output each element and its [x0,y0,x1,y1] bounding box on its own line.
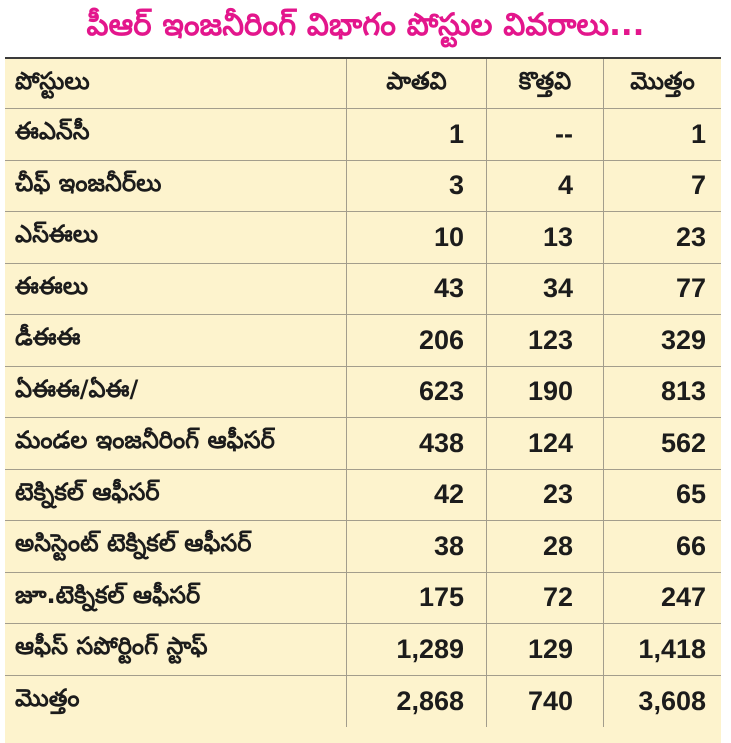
cell-old: 43 [346,264,486,315]
cell-old: 623 [346,367,486,418]
page-title: పీఆర్ ఇంజనీరింగ్ విభాగం పోస్టుల వివరాలు... [86,7,645,43]
posts-table [5,57,721,743]
cell-post-name: టెక్నికల్ ఆఫీసర్ [15,477,160,506]
cell-new: 28 [486,521,603,572]
cell-new: 129 [486,624,603,675]
table-row [5,264,721,316]
header-cell-old: పాతవి [346,59,486,108]
table-row [5,109,721,161]
cell-new: 740 [486,676,603,728]
cell-new: -- [486,109,603,160]
cell-new: 124 [486,418,603,469]
table-row [5,624,721,676]
cell-total: 562 [603,418,721,469]
cell-post-name: జూ.టెక్నికల్ ఆఫీసర్ [15,580,201,609]
title-band [0,0,731,57]
cell-new: 23 [486,470,603,521]
header-cell-new: కొత్తవి [486,59,603,108]
cell-new: 34 [486,264,603,315]
cell-new: 123 [486,315,603,366]
cell-post-name: ఎస్ఈలు [15,220,99,249]
cell-post-name: ఆఫీస్ సపోర్టింగ్ స్టాఫ్ [15,632,208,661]
cell-old: 2,868 [346,676,486,728]
cell-post-name: అసిస్టెంట్ టెక్నికల్ ఆఫీసర్ [15,529,252,558]
table-row [5,470,721,522]
cell-old: 1,289 [346,624,486,675]
header-cell-posts: పోస్టులు [15,66,90,95]
table-row [5,161,721,213]
cell-post-name: ఈఈలు [15,271,89,300]
cell-total: 247 [603,573,721,624]
cell-total: 329 [603,315,721,366]
cell-total: 77 [603,264,721,315]
cell-total: 66 [603,521,721,572]
cell-post-name: ఈఎన్‌సీ [15,117,90,146]
cell-post-name: మొత్తం [15,684,80,713]
cell-new: 13 [486,212,603,263]
cell-post-name: చీఫ్ ఇంజనీర్‌లు [15,168,162,197]
cell-post-name: మండల ఇంజనీరింగ్ ఆఫీసర్ [15,426,275,455]
cell-total: 813 [603,367,721,418]
table-row [5,212,721,264]
cell-total: 65 [603,470,721,521]
table-header-row [5,59,721,109]
table-row-total [5,676,721,728]
cell-new: 4 [486,161,603,212]
cell-post-name: డీఈఈ [15,323,81,352]
cell-old: 1 [346,109,486,160]
cell-total: 1 [603,109,721,160]
cell-post-name: ఏఈఈ/ఏఈ/ [15,374,139,403]
cell-old: 206 [346,315,486,366]
table-row [5,367,721,419]
cell-total: 23 [603,212,721,263]
cell-old: 38 [346,521,486,572]
cell-new: 72 [486,573,603,624]
cell-total: 7 [603,161,721,212]
table-row [5,315,721,367]
header-cell-total: మొత్తం [603,59,721,108]
cell-old: 438 [346,418,486,469]
cell-total: 1,418 [603,624,721,675]
table-row [5,521,721,573]
table-row [5,573,721,625]
cell-total: 3,608 [603,676,721,728]
cell-old: 3 [346,161,486,212]
table-row [5,418,721,470]
cell-old: 10 [346,212,486,263]
cell-new: 190 [486,367,603,418]
cell-old: 42 [346,470,486,521]
cell-old: 175 [346,573,486,624]
